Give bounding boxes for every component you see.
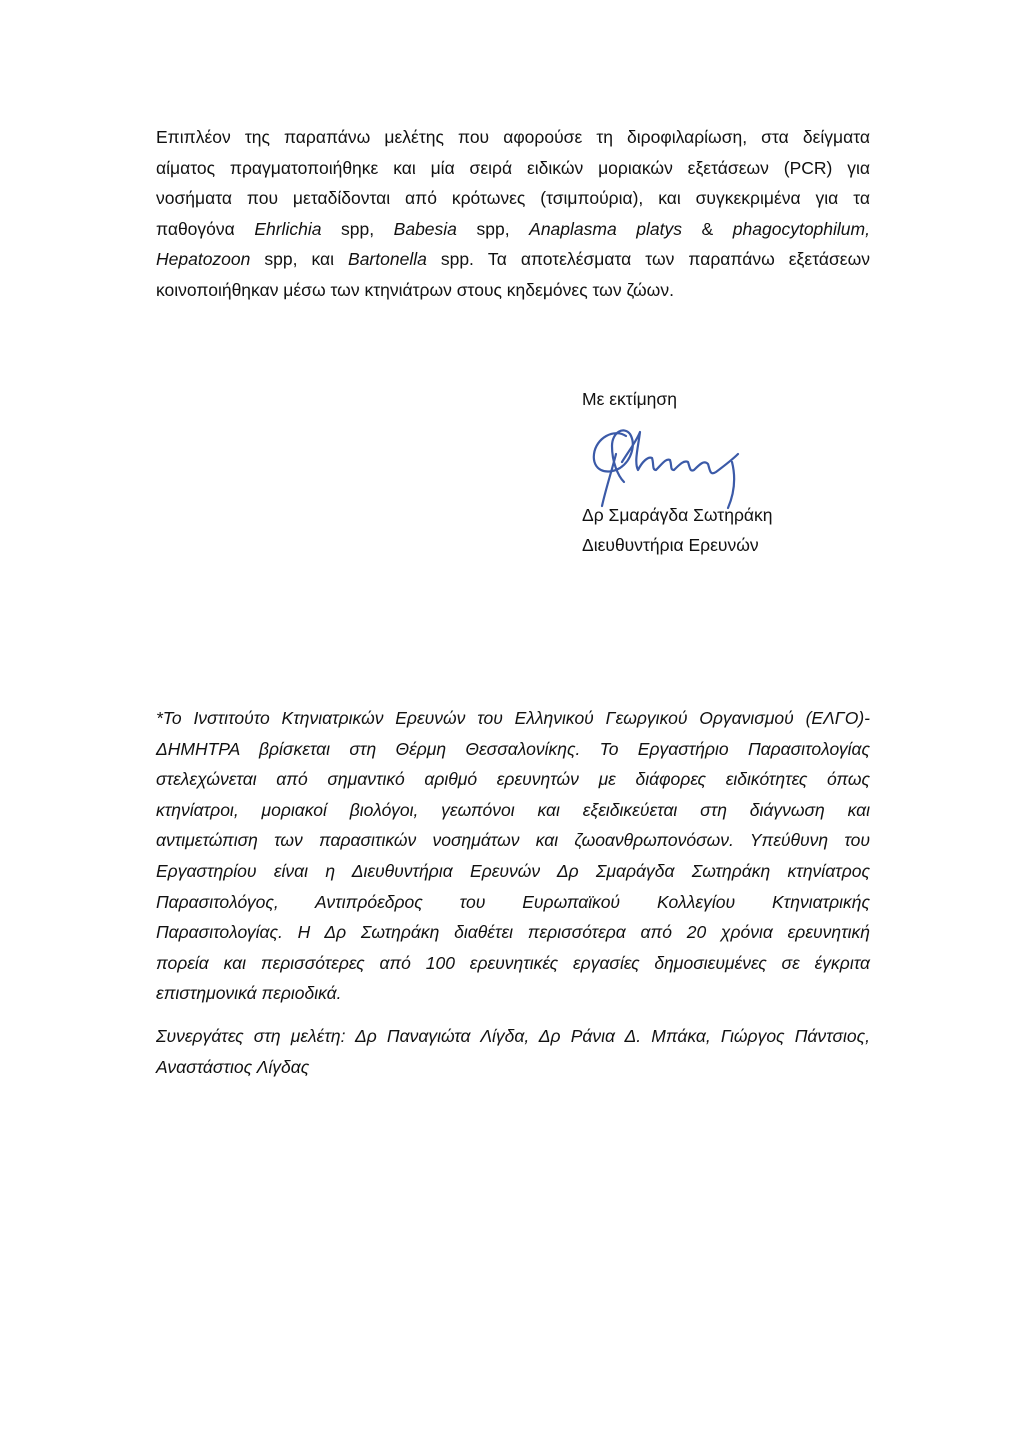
intro-line: [156, 153, 870, 184]
intro-text: spp,: [456, 218, 530, 239]
intro-line: [156, 122, 870, 153]
intro-line: [156, 244, 870, 275]
pathogen-name: Hepatozoon: [156, 249, 251, 270]
intro-text: spp. Τα αποτελέσματα των παραπάνω εξετάσεων: [426, 249, 870, 270]
closing-greeting: Με εκτίμηση: [582, 389, 677, 409]
signer-name: Δρ Σμαράγδα Σωτηράκη: [582, 505, 773, 525]
footnote-line: κτηνίατροι, μοριακοί βιολόγοι, γεωπόνοι και εξειδικεύεται στη διάγνωση και: [156, 799, 870, 820]
intro-line: [156, 275, 870, 306]
pathogen-name: Babesia: [393, 218, 457, 239]
intro-paragraph: [156, 122, 870, 306]
footnote-line: ΔΗΜΗΤΡΑ βρίσκεται στη Θέρμη Θεσσαλονίκης. Το Εργαστήριο Παρασιτολογίας: [156, 738, 870, 759]
intro-text: κοινοποιήθηκαν μέσω των κτηνιάτρων στους κηδεμόνες των ζώων.: [156, 279, 674, 300]
intro-text: νοσήματα που μεταδίδονται από κρότωνες (τσιμπούρια), και συγκεκριμένα για τα: [156, 188, 870, 209]
intro-line: [156, 214, 870, 245]
intro-text: spp, και: [250, 249, 349, 270]
collaborators-line: Συνεργάτες στη μελέτη: Δρ Παναγιώτα Λίγδα, Δρ Ράνια Δ. Μπάκα, Γιώργος Πάντσιος,: [156, 1026, 870, 1046]
pathogen-name: phagocytophilum,: [732, 218, 870, 239]
footnote-line: επιστημονικά περιοδικά.: [156, 983, 342, 1004]
footnote-line: *Το Ινστιτούτο Κτηνιατρικών Ερευνών του Ελληνικού Γεωργικού Οργανισμού (ΕΛΓΟ)-: [156, 708, 870, 728]
footnote-line: Παρασιτολογίας. Η Δρ Σωτηράκη διαθέτει περισσότερα από 20 χρόνια ερευνητική: [156, 922, 870, 943]
pathogen-name: Ehrlichia: [254, 218, 322, 239]
intro-text: &: [681, 218, 733, 239]
intro-text: παθογόνα: [156, 218, 255, 239]
footnote-line: στελεχώνεται από σημαντικό αριθμό ερευνητών με διάφορες ειδικότητες όπως: [156, 769, 870, 790]
footnote-line: αντιμετώπιση των παρασιτικών νοσημάτων και ζωοανθρωπονόσων. Υπεύθυνη του: [156, 830, 870, 851]
signer-title: Διευθυντήρια Ερευνών: [582, 535, 759, 555]
intro-text: αίματος πραγματοποιήθηκε και μία σειρά ειδικών μοριακών εξετάσεων (PCR) για: [156, 157, 870, 178]
intro-line: [156, 183, 870, 214]
pathogen-name: Bartonella: [348, 249, 427, 270]
collaborators-paragraph: [156, 1021, 870, 1082]
collaborators-line: Αναστάστιος Λίγδας: [156, 1056, 310, 1077]
intro-text: Επιπλέον της παραπάνω μελέτης που αφορούσε τη διροφιλαρίωση, στα δείγματα: [156, 127, 870, 147]
footnote-paragraph: [156, 703, 870, 1009]
footnote-line: Παρασιτολόγος, Αντιπρόεδρος του Ευρωπαϊκού Κολλεγίου Κτηνιατρικής: [156, 891, 870, 912]
pathogen-name: Anaplasma platys: [529, 218, 682, 239]
intro-text: spp,: [321, 218, 394, 239]
footnote-line: Εργαστηρίου είναι η Διευθυντήρια Ερευνών Δρ Σμαράγδα Σωτηράκη κτηνίατρος: [156, 860, 870, 881]
footnote-line: πορεία και περισσότερες από 100 ερευνητικές εργασίες δημοσιευμένες σε έγκριτα: [156, 952, 870, 973]
